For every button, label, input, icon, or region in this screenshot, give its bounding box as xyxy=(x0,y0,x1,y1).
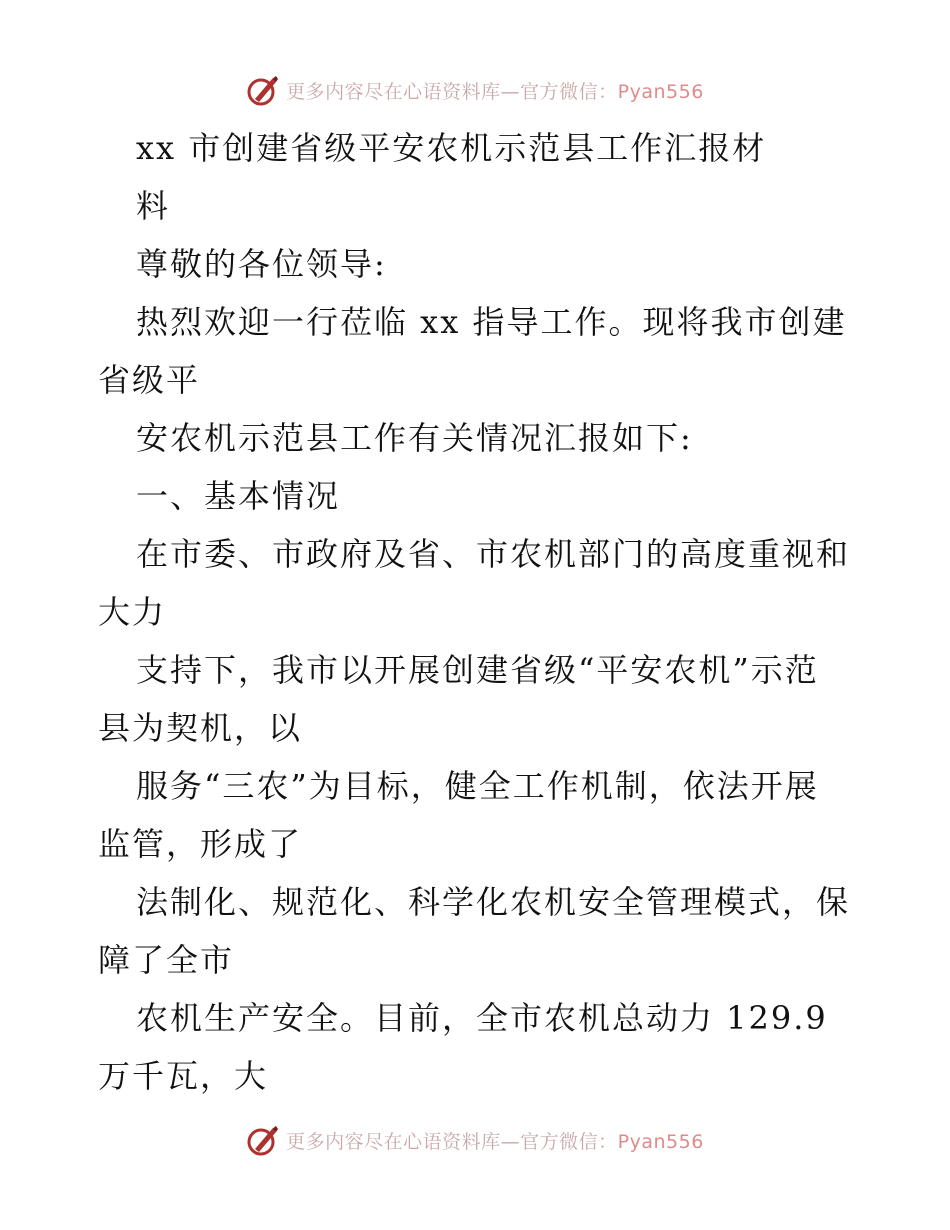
paragraph-line: 在市委、市政府及省、市农机部门的高度重视和 xyxy=(136,535,851,573)
paragraph-line: 热烈欢迎一行莅临 xx 指导工作。现将我市创建 xyxy=(136,303,847,341)
paragraph-line: 县为契机，以 xyxy=(98,709,303,747)
paragraph-line: 省级平 xyxy=(98,361,201,399)
watermark-id: Pyan556 xyxy=(617,80,704,103)
section-heading: 一、基本情况 xyxy=(136,477,341,515)
paragraph-line: 安农机示范县工作有关情况汇报如下: xyxy=(136,419,693,457)
watermark-text: 更多内容尽在心语资料库—官方微信：Pyan556 xyxy=(286,1130,704,1153)
paragraph-line: 障了全市 xyxy=(98,941,235,979)
paragraph-line: 大力 xyxy=(98,593,167,631)
document-title-line1: xx 市创建省级平安农机示范县工作汇报材 xyxy=(136,129,767,167)
greeting: 尊敬的各位领导: xyxy=(136,245,387,283)
paragraph-line: 法制化、规范化、科学化农机安全管理模式，保 xyxy=(136,883,851,921)
footer-watermark xyxy=(0,1120,950,1160)
header-watermark xyxy=(0,70,950,110)
document-title-line2: 料 xyxy=(136,187,171,225)
paragraph-line: 监管，形成了 xyxy=(98,825,303,863)
paragraph-line: 支持下，我市以开展创建省级“平安农机”示范 xyxy=(136,651,819,689)
paragraph-line: 农机生产安全。目前，全市农机总动力 129.9 xyxy=(136,999,828,1037)
pen-logo-icon xyxy=(246,1123,280,1157)
pen-logo-icon xyxy=(246,73,280,107)
paragraph-line: 服务“三农”为目标，健全工作机制，依法开展 xyxy=(136,767,819,805)
paragraph-line: 万千瓦，大 xyxy=(98,1057,269,1095)
watermark-id: Pyan556 xyxy=(617,1130,704,1153)
watermark-text: 更多内容尽在心语资料库—官方微信：Pyan556 xyxy=(286,80,704,103)
